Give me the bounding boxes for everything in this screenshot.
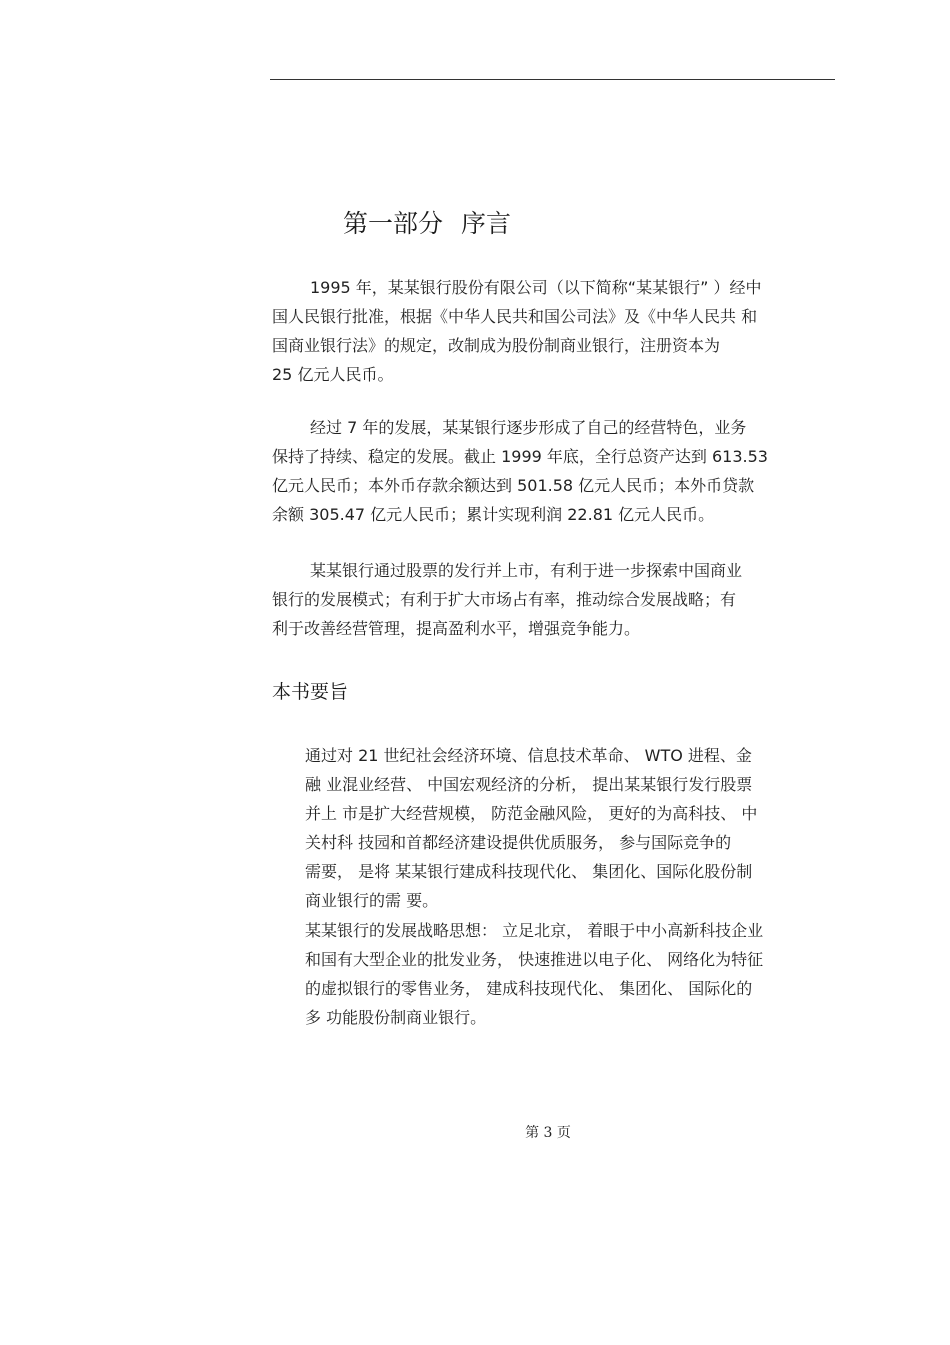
text-line: 银行的发展模式；有利于扩大市场占有率，推动综合发展战略；有	[272, 590, 737, 609]
text-line: 需要， 是将 某某银行建成科技现代化、 集团化、国际化股份制	[305, 862, 753, 881]
text-line: 国商业银行法》的规定，改制成为股份制商业银行，注册资本为	[272, 336, 721, 355]
summary-paragraph-1	[305, 741, 835, 915]
text-line: 某某银行的发展战略思想： 立足北京， 着眼于中小高新科技企业	[305, 921, 764, 940]
text-line: 关村科 技园和首都经济建设提供优质服务， 参与国际竞争的	[305, 833, 732, 852]
page-number: 第 3 页	[525, 1125, 571, 1141]
preface-paragraph-1	[272, 273, 836, 389]
text-line: 某某银行通过股票的发行并上市，有利于进一步探索中国商业	[310, 561, 743, 580]
text-line: 并上 市是扩大经营规模， 防范金融风险， 更好的为高科技、 中	[305, 804, 758, 823]
text-line: 1995 年，某某银行股份有限公司（以下简称“某某银行” ）经中	[310, 278, 762, 297]
section-title: 序言	[461, 209, 512, 238]
section-part: 第一部分	[343, 209, 444, 238]
text-line: 国人民银行批准，根据《中华人民共和国公司法》及《中华人民共 和	[272, 307, 758, 326]
text-line: 经过 7 年的发展，某某银行逐步形成了自己的经营特色，业务	[310, 418, 747, 437]
text-line: 保持了持续、稳定的发展。截止 1999 年底，全行总资产达到 613.53	[272, 447, 768, 466]
text-line: 的虚拟银行的零售业务， 建成科技现代化、 集团化、 国际化的	[305, 979, 753, 998]
summary-heading: 本书要旨	[272, 681, 349, 703]
preface-paragraph-2	[272, 413, 836, 529]
text-line: 利于改善经营管理，提高盈利水平，增强竞争能力。	[272, 619, 641, 638]
text-line: 通过对 21 世纪社会经济环境、信息技术革命、 WTO 进程、金	[305, 746, 752, 765]
text-line: 25 亿元人民币。	[272, 365, 394, 384]
text-line: 余额 305.47 亿元人民币；累计实现利润 22.81 亿元人民币。	[272, 505, 715, 524]
text-line: 和国有大型企业的批发业务， 快速推进以电子化、 网络化为特征	[305, 950, 764, 969]
text-line: 多 功能股份制商业银行。	[305, 1008, 487, 1027]
text-line: 融 业混业经营、 中国宏观经济的分析， 提出某某银行发行股票	[305, 775, 753, 794]
section-heading	[343, 204, 511, 240]
header-rule	[270, 79, 835, 80]
text-line: 亿元人民币；本外币存款余额达到 501.58 亿元人民币；本外币贷款	[272, 476, 755, 495]
preface-paragraph-3	[272, 556, 836, 643]
text-line: 商业银行的需 要。	[305, 891, 439, 910]
summary-paragraph-2	[305, 916, 835, 1032]
